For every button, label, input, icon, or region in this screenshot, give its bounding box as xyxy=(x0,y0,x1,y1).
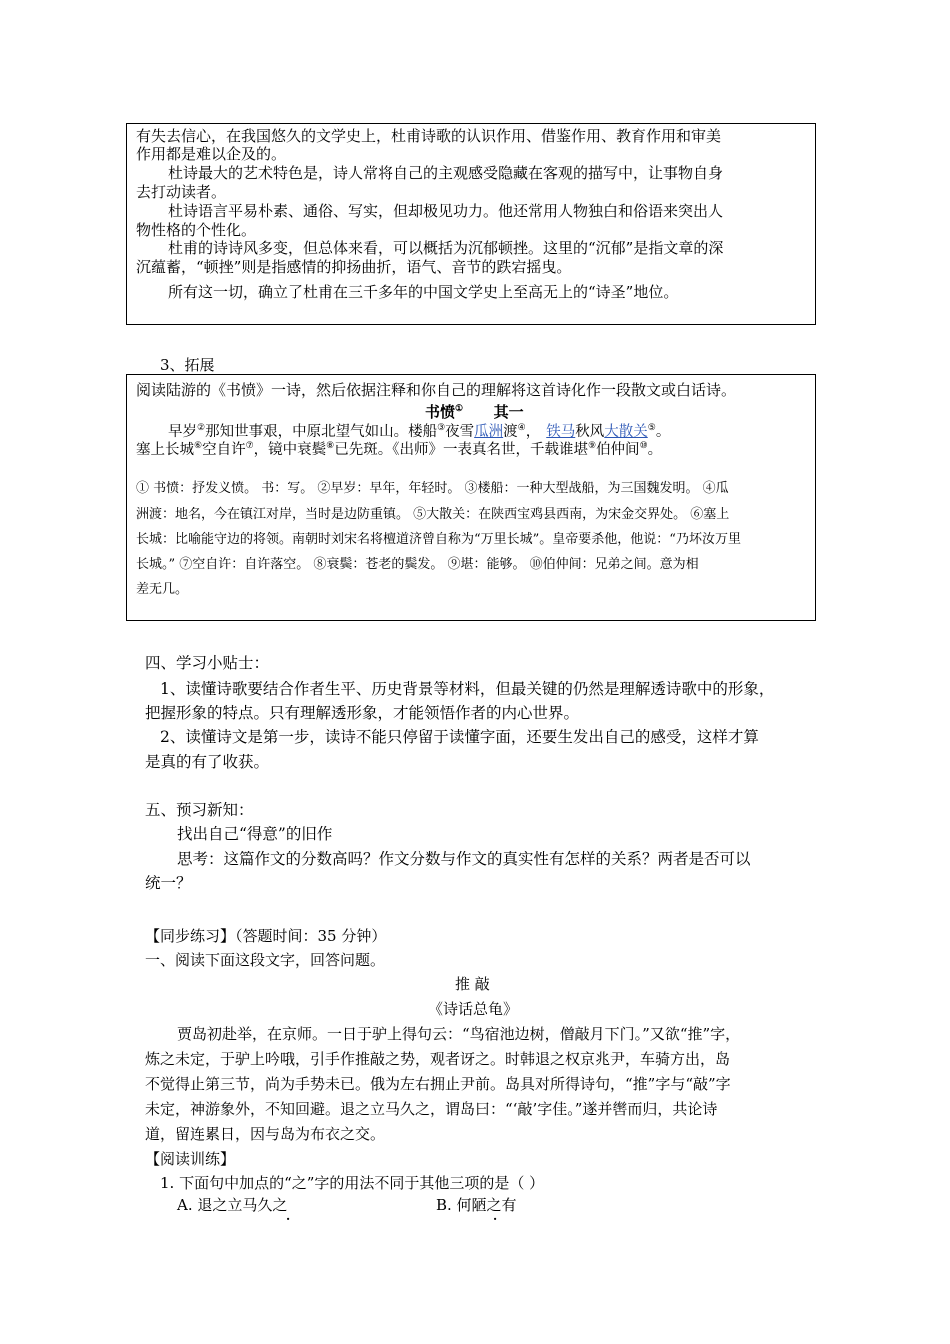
preview-line: 统一？ xyxy=(145,874,192,892)
link-tiema[interactable]: 铁马 xyxy=(546,423,576,440)
footnote-marker: ⑤ xyxy=(647,423,656,433)
poem-note: ① 书愤：抒发义愤。 书：写。 ②早岁：早年，年轻时。 ③楼船：一种大型战船，为三国魏发明。 ④瓜 xyxy=(136,481,729,496)
emphasis-dot: · xyxy=(493,1212,498,1226)
passage-line: 炼之未定，于驴上吟哦，引手作推敲之势，观者讶之。时韩退之权京兆尹，车骑方出，岛 xyxy=(145,1050,731,1068)
poem-text: 。 xyxy=(647,441,663,458)
poem-text: ， xyxy=(525,423,541,440)
summary-line: 有失去信心，在我国悠久的文学史上，杜甫诗歌的认识作用、借鉴作用、教育作用和审美 xyxy=(136,127,722,145)
training-question: 1. 下面句中加点的“之”字的用法不同于其他三项的是（ ） xyxy=(160,1174,545,1192)
link-dasanguan[interactable]: 大散关 xyxy=(604,423,648,440)
footnote-marker: ③ xyxy=(437,423,446,433)
summary-line: 杜诗语言平易朴素、通俗、写实，但却极见功力。他还常用人物独白和俗语来突出人 xyxy=(168,202,724,220)
option-b[interactable]: B. 何陋之有 xyxy=(436,1196,517,1214)
poem-text: 已先斑。《出师》一表真名世，千载谁堪 xyxy=(334,441,588,458)
poem-text: 渡 xyxy=(503,423,518,440)
poem-title: 书愤 xyxy=(425,403,456,421)
tip-line: 把握形象的特点。只有理解透形象，才能领悟作者的内心世界。 xyxy=(145,704,580,722)
summary-line: 杜诗最大的艺术特色是，诗人常将自己的主观感受隐藏在客观的描写中，让事物自身 xyxy=(168,164,724,182)
poem-text: 早岁 xyxy=(168,423,197,440)
poem-title-line xyxy=(425,401,524,421)
practice-question-intro: 一、阅读下面这段文字，回答问题。 xyxy=(145,951,386,969)
summary-line: 所有这一切，确立了杜甫在三千多年的中国文学史上至高无上的“诗圣”地位。 xyxy=(168,283,679,301)
footnote-marker: ⑥ xyxy=(194,441,203,451)
link-guazhou[interactable]: 瓜洲 xyxy=(474,423,504,440)
poem-note: 洲渡：地名，今在镇江对岸，当时是边防重镇。 ⑤大散关：在陕西宝鸡县西南，为宋金交界处。 ⑥塞上 xyxy=(136,507,730,522)
summary-line: 杜甫的诗诗风多变，但总体来看，可以概括为沉郁顿挫。这里的“沉郁”是指文章的深 xyxy=(168,239,724,257)
footnote-marker: ① xyxy=(455,404,464,414)
section-heading: 3、拓展 xyxy=(160,356,215,374)
expansion-intro: 阅读陆游的《书愤》一诗，然后依据注释和你自己的理解将这首诗化作一段散文或白话诗。 xyxy=(136,381,737,399)
poem-text: 。 xyxy=(655,423,671,440)
passage-line: 贾岛初赴举，在京师。一日于驴上得句云：“鸟宿池边树，僧敲月下门。”又欲“推”字， xyxy=(177,1025,741,1043)
practice-heading: 【同步练习】（答题时间：35 分钟） xyxy=(145,927,387,945)
passage-line: 道，留连累日，因与岛为布衣之交。 xyxy=(145,1125,386,1143)
footnote-marker: ② xyxy=(197,423,206,433)
summary-line: 物性格的个性化。 xyxy=(136,221,257,239)
summary-line: 去打动读者。 xyxy=(136,183,227,201)
passage-line: 未定，神游象外，不知回避。退之立马久之，谓岛曰：“‘敲’字佳。”遂并辔而归，共论诗 xyxy=(145,1100,718,1118)
section-heading: 四、学习小贴士： xyxy=(145,654,270,672)
footnote-marker: ⑨ xyxy=(587,441,597,451)
passage-source: 《诗话总龟》 xyxy=(428,1000,519,1018)
poem-text: 伯仲间 xyxy=(596,441,640,458)
summary-line: 沉蕴蓄，“顿挫”则是指感情的抑扬曲折，语气、音节的跌宕摇曳。 xyxy=(136,258,572,276)
preview-line: 找出自己“得意”的旧作 xyxy=(177,825,333,843)
poem-text: ，镜中衰鬓 xyxy=(253,441,327,458)
poem-text: 那知世事艰，中原北望气如山。楼船 xyxy=(205,423,438,440)
poem-text: 塞上长城 xyxy=(136,441,194,458)
poem-note: 差无几。 xyxy=(136,582,189,597)
passage-title: 推 敲 xyxy=(455,975,490,993)
preview-line: 思考：这篇作文的分数高吗？作文分数与作文的真实性有怎样的关系？两者是否可以 xyxy=(177,850,751,868)
poem-note: 长城：比喻能守边的将领。南朝时刘宋名将檀道济曾自称为“万里长城”。皇帝要杀他，他说：“乃坏汝万里 xyxy=(136,532,741,547)
summary-line: 作用都是难以企及的。 xyxy=(136,145,287,163)
footnote-marker: ⑩ xyxy=(639,441,648,451)
poem-text: 秋风 xyxy=(575,423,605,440)
poem-text: 空自许 xyxy=(202,441,246,458)
option-a[interactable]: A. 退之立马久之 xyxy=(177,1196,288,1214)
poem-subtitle: 其一 xyxy=(493,403,524,421)
footnote-marker: ⑦ xyxy=(245,441,254,451)
tip-line: 是真的有了收获。 xyxy=(145,753,270,771)
poem-note: 长城。” ⑦空自许：自许落空。 ⑧衰鬓：苍老的鬓发。 ⑨堪：能够。 ⑩伯仲间：兄弟之间。意为相 xyxy=(136,557,699,572)
footnote-marker: ⑧ xyxy=(326,441,335,451)
footnote-marker: ④ xyxy=(517,423,526,433)
tip-line: 1、读懂诗歌要结合作者生平、历史背景等材料，但最关键的仍然是理解透诗歌中的形象， xyxy=(160,680,775,698)
section-heading: 五、预习新知： xyxy=(145,801,254,819)
tip-line: 2、读懂诗文是第一步，读诗不能只停留于读懂字面，还要生发出自己的感受，这样才算 xyxy=(160,728,759,746)
poem-text: 夜雪 xyxy=(445,423,475,440)
passage-line: 不觉得止第三节，尚为手势未已。俄为左右拥止尹前。岛具对所得诗句，“推”字与“敲”字 xyxy=(145,1075,731,1093)
training-heading: 【阅读训练】 xyxy=(145,1150,236,1168)
emphasis-dot: · xyxy=(286,1212,291,1226)
poem-line xyxy=(136,437,662,459)
